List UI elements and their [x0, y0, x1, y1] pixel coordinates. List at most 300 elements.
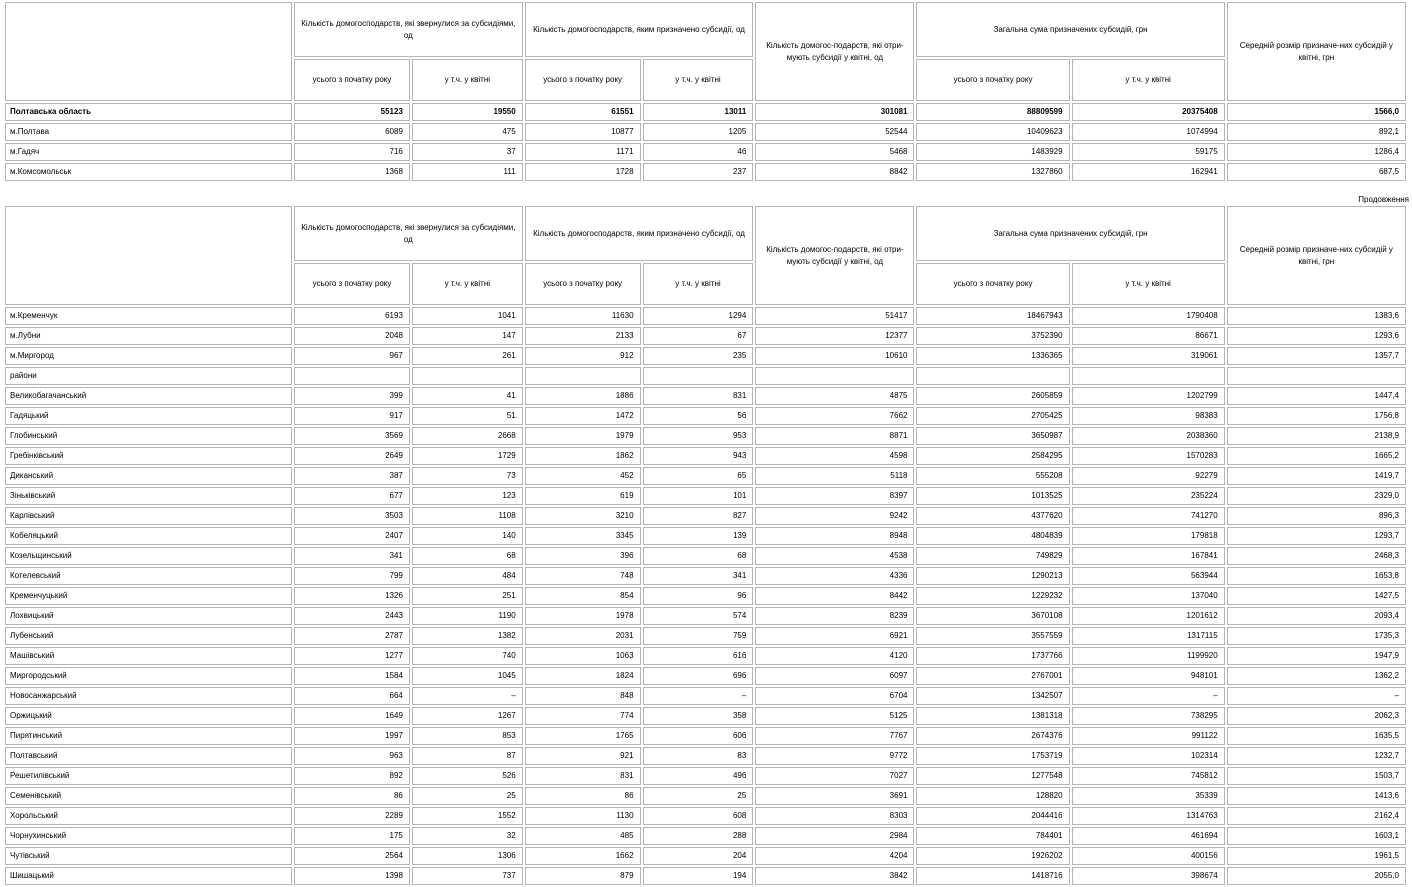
- value-cell: 1418716: [916, 867, 1069, 885]
- row-name-cell: Решетилівський: [5, 767, 292, 785]
- value-cell: 496: [643, 767, 754, 785]
- value-cell: 1362,2: [1227, 667, 1406, 685]
- value-cell: 2668: [412, 427, 523, 445]
- value-cell: 1381318: [916, 707, 1069, 725]
- value-cell: 749829: [916, 547, 1069, 565]
- in-april-header: у т.ч. у квітні: [643, 59, 754, 101]
- value-cell: 288: [643, 827, 754, 845]
- value-cell: 73: [412, 467, 523, 485]
- value-cell: 2055,0: [1227, 867, 1406, 885]
- row-name-cell: м.Лубни: [5, 327, 292, 345]
- value-cell: 745812: [1072, 767, 1225, 785]
- value-cell: 140: [412, 527, 523, 545]
- applied-header: Кількість домогосподарств, які звернулися за субсидіями, од: [294, 206, 523, 261]
- continuation-label: Продовження: [1358, 195, 1409, 204]
- value-cell: 11630: [525, 307, 641, 325]
- value-cell: 574: [643, 607, 754, 625]
- value-cell: [755, 367, 914, 385]
- table-row: [5, 707, 1406, 725]
- value-cell: 37: [412, 143, 523, 161]
- value-cell: 1737766: [916, 647, 1069, 665]
- value-cell: 1202799: [1072, 387, 1225, 405]
- value-cell: 102314: [1072, 747, 1225, 765]
- value-cell: 1729: [412, 447, 523, 465]
- value-cell: 9772: [755, 747, 914, 765]
- value-cell: 51: [412, 407, 523, 425]
- value-cell: 555208: [916, 467, 1069, 485]
- value-cell: 1232,7: [1227, 747, 1406, 765]
- value-cell: 3569: [294, 427, 410, 445]
- table-row: [5, 727, 1406, 745]
- value-cell: 2133: [525, 327, 641, 345]
- value-cell: 1735,3: [1227, 627, 1406, 645]
- value-cell: 10610: [755, 347, 914, 365]
- table-row: [5, 687, 1406, 705]
- value-cell: 1205: [643, 123, 754, 141]
- since-start-header: усього з початку року: [916, 59, 1069, 101]
- value-cell: 485: [525, 827, 641, 845]
- value-cell: 8871: [755, 427, 914, 445]
- value-cell: 1267: [412, 707, 523, 725]
- value-cell: 1997: [294, 727, 410, 745]
- value-cell: 687,5: [1227, 163, 1406, 181]
- subsidies-table-part1: [3, 0, 1408, 183]
- table-row: [5, 747, 1406, 765]
- value-cell: 4336: [755, 567, 914, 585]
- value-cell: 774: [525, 707, 641, 725]
- value-cell: 1862: [525, 447, 641, 465]
- table-row: [5, 467, 1406, 485]
- row-name-cell: Великобагачанський: [5, 387, 292, 405]
- region-header-cell: [5, 206, 292, 305]
- value-cell: 892,1: [1227, 123, 1406, 141]
- value-cell: 20375408: [1072, 103, 1225, 121]
- value-cell: 784401: [916, 827, 1069, 845]
- value-cell: 13011: [643, 103, 754, 121]
- value-cell: 2649: [294, 447, 410, 465]
- value-cell: 32: [412, 827, 523, 845]
- value-cell: [525, 367, 641, 385]
- value-cell: 1566,0: [1227, 103, 1406, 121]
- value-cell: 1063: [525, 647, 641, 665]
- value-cell: 4204: [755, 847, 914, 865]
- value-cell: 52544: [755, 123, 914, 141]
- value-cell: 251: [412, 587, 523, 605]
- value-cell: 41: [412, 387, 523, 405]
- value-cell: 8397: [755, 487, 914, 505]
- value-cell: 5468: [755, 143, 914, 161]
- value-cell: 88809599: [916, 103, 1069, 121]
- value-cell: 18467943: [916, 307, 1069, 325]
- value-cell: –: [1227, 687, 1406, 705]
- row-name-cell: Лубенський: [5, 627, 292, 645]
- value-cell: 1317115: [1072, 627, 1225, 645]
- value-cell: 1171: [525, 143, 641, 161]
- since-start-header: усього з початку року: [294, 59, 410, 101]
- value-cell: 8842: [755, 163, 914, 181]
- value-cell: 526: [412, 767, 523, 785]
- row-name-cell: Шишацький: [5, 867, 292, 885]
- value-cell: 1074994: [1072, 123, 1225, 141]
- value-cell: 5118: [755, 467, 914, 485]
- value-cell: [643, 367, 754, 385]
- value-cell: 35339: [1072, 787, 1225, 805]
- value-cell: 61551: [525, 103, 641, 121]
- value-cell: 741270: [1072, 507, 1225, 525]
- value-cell: 86: [525, 787, 641, 805]
- value-cell: 3557559: [916, 627, 1069, 645]
- value-cell: 1326: [294, 587, 410, 605]
- value-cell: 1824: [525, 667, 641, 685]
- average-size-header: Середній розмір призначе-них субсидій у квітні, грн: [1227, 206, 1406, 305]
- value-cell: 1314763: [1072, 807, 1225, 825]
- row-name-cell: Глобинський: [5, 427, 292, 445]
- value-cell: 396: [525, 547, 641, 565]
- row-name-cell: м.Гадяч: [5, 143, 292, 161]
- row-name-cell: Гребінківський: [5, 447, 292, 465]
- table-row: [5, 143, 1406, 161]
- row-name-cell: Новосанжарський: [5, 687, 292, 705]
- value-cell: 6704: [755, 687, 914, 705]
- value-cell: 6921: [755, 627, 914, 645]
- value-cell: 2468,3: [1227, 547, 1406, 565]
- table-row: [5, 627, 1406, 645]
- value-cell: 563944: [1072, 567, 1225, 585]
- value-cell: 1635,5: [1227, 727, 1406, 745]
- value-cell: 716: [294, 143, 410, 161]
- value-cell: 1108: [412, 507, 523, 525]
- value-cell: 2984: [755, 827, 914, 845]
- row-name-cell: Котелевський: [5, 567, 292, 585]
- value-cell: 1603,1: [1227, 827, 1406, 845]
- value-cell: 2031: [525, 627, 641, 645]
- value-cell: 1293,7: [1227, 527, 1406, 545]
- value-cell: 67: [643, 327, 754, 345]
- value-cell: 1653,8: [1227, 567, 1406, 585]
- value-cell: 4120: [755, 647, 914, 665]
- value-cell: 4538: [755, 547, 914, 565]
- value-cell: [1227, 367, 1406, 385]
- table1-body: [5, 103, 1406, 181]
- table-row: [5, 327, 1406, 345]
- table-row: [5, 647, 1406, 665]
- row-name-cell: райони: [5, 367, 292, 385]
- row-name-cell: Зіньківський: [5, 487, 292, 505]
- value-cell: 1357,7: [1227, 347, 1406, 365]
- value-cell: 10409623: [916, 123, 1069, 141]
- table-row: [5, 447, 1406, 465]
- value-cell: 65: [643, 467, 754, 485]
- table-row: [5, 547, 1406, 565]
- value-cell: 738295: [1072, 707, 1225, 725]
- value-cell: 917: [294, 407, 410, 425]
- value-cell: 912: [525, 347, 641, 365]
- value-cell: 6097: [755, 667, 914, 685]
- value-cell: 237: [643, 163, 754, 181]
- table-row: [5, 807, 1406, 825]
- value-cell: 2767001: [916, 667, 1069, 685]
- value-cell: 175: [294, 827, 410, 845]
- value-cell: 1045: [412, 667, 523, 685]
- row-name-cell: Пирятинський: [5, 727, 292, 745]
- row-name-cell: Кобеляцький: [5, 527, 292, 545]
- value-cell: 963: [294, 747, 410, 765]
- value-cell: 19550: [412, 103, 523, 121]
- value-cell: 831: [643, 387, 754, 405]
- since-start-header: усього з початку року: [916, 263, 1069, 305]
- value-cell: 98383: [1072, 407, 1225, 425]
- value-cell: 301081: [755, 103, 914, 121]
- value-cell: 1229232: [916, 587, 1069, 605]
- value-cell: 608: [643, 807, 754, 825]
- table-row: [5, 527, 1406, 545]
- value-cell: 1503,7: [1227, 767, 1406, 785]
- value-cell: 677: [294, 487, 410, 505]
- table-row: [5, 387, 1406, 405]
- value-cell: 740: [412, 647, 523, 665]
- value-cell: 1570283: [1072, 447, 1225, 465]
- row-name-cell: Оржицький: [5, 707, 292, 725]
- value-cell: 96: [643, 587, 754, 605]
- value-cell: 475: [412, 123, 523, 141]
- value-cell: 1190: [412, 607, 523, 625]
- value-cell: 8303: [755, 807, 914, 825]
- table-row: [5, 507, 1406, 525]
- row-name-cell: Карлівський: [5, 507, 292, 525]
- value-cell: 2787: [294, 627, 410, 645]
- value-cell: 484: [412, 567, 523, 585]
- value-cell: 46: [643, 143, 754, 161]
- value-cell: 759: [643, 627, 754, 645]
- row-name-cell: м.Кременчук: [5, 307, 292, 325]
- value-cell: 1790408: [1072, 307, 1225, 325]
- table-row: [5, 103, 1406, 121]
- value-cell: 3670108: [916, 607, 1069, 625]
- value-cell: 2674376: [916, 727, 1069, 745]
- value-cell: 606: [643, 727, 754, 745]
- table-row: [5, 587, 1406, 605]
- value-cell: 1765: [525, 727, 641, 745]
- row-name-cell: Кременчуцький: [5, 587, 292, 605]
- value-cell: 137040: [1072, 587, 1225, 605]
- table-row: [5, 487, 1406, 505]
- value-cell: 1368: [294, 163, 410, 181]
- row-name-cell: Диканський: [5, 467, 292, 485]
- value-cell: 1649: [294, 707, 410, 725]
- value-cell: 319061: [1072, 347, 1225, 365]
- value-cell: 1290213: [916, 567, 1069, 585]
- value-cell: 664: [294, 687, 410, 705]
- value-cell: 400156: [1072, 847, 1225, 865]
- value-cell: 341: [643, 567, 754, 585]
- value-cell: 1483929: [916, 143, 1069, 161]
- value-cell: 56: [643, 407, 754, 425]
- value-cell: 235224: [1072, 487, 1225, 505]
- value-cell: 2705425: [916, 407, 1069, 425]
- value-cell: 619: [525, 487, 641, 505]
- value-cell: 879: [525, 867, 641, 885]
- table-row: [5, 347, 1406, 365]
- row-name-cell: м.Миргород: [5, 347, 292, 365]
- value-cell: 398674: [1072, 867, 1225, 885]
- value-cell: 3650987: [916, 427, 1069, 445]
- value-cell: 2443: [294, 607, 410, 625]
- row-name-cell: Чорнухинський: [5, 827, 292, 845]
- value-cell: [916, 367, 1069, 385]
- value-cell: 1342507: [916, 687, 1069, 705]
- value-cell: 10877: [525, 123, 641, 141]
- table-row: [5, 367, 1406, 385]
- value-cell: 616: [643, 647, 754, 665]
- value-cell: 139: [643, 527, 754, 545]
- value-cell: 399: [294, 387, 410, 405]
- value-cell: 387: [294, 467, 410, 485]
- value-cell: 2162,4: [1227, 807, 1406, 825]
- value-cell: 831: [525, 767, 641, 785]
- in-april-header: у т.ч. у квітні: [1072, 263, 1225, 305]
- value-cell: 967: [294, 347, 410, 365]
- value-cell: 55123: [294, 103, 410, 121]
- table-row: [5, 567, 1406, 585]
- value-cell: 1383,6: [1227, 307, 1406, 325]
- row-name-cell: Полтавський: [5, 747, 292, 765]
- table-row: [5, 847, 1406, 865]
- value-cell: 1886: [525, 387, 641, 405]
- value-cell: 25: [412, 787, 523, 805]
- since-start-header: усього з початку року: [525, 59, 641, 101]
- value-cell: 1427,5: [1227, 587, 1406, 605]
- value-cell: 2048: [294, 327, 410, 345]
- value-cell: 204: [643, 847, 754, 865]
- table-row: [5, 407, 1406, 425]
- table-row: [5, 123, 1406, 141]
- value-cell: 1979: [525, 427, 641, 445]
- value-cell: 1584: [294, 667, 410, 685]
- value-cell: 235: [643, 347, 754, 365]
- value-cell: 2138,9: [1227, 427, 1406, 445]
- value-cell: 68: [412, 547, 523, 565]
- value-cell: 1961,5: [1227, 847, 1406, 865]
- value-cell: 799: [294, 567, 410, 585]
- value-cell: 7027: [755, 767, 914, 785]
- value-cell: 461694: [1072, 827, 1225, 845]
- value-cell: –: [412, 687, 523, 705]
- assigned-header: Кількість домогосподарств, яким призначено субсидії, од: [525, 2, 754, 57]
- value-cell: 1413,6: [1227, 787, 1406, 805]
- value-cell: 737: [412, 867, 523, 885]
- value-cell: 1327860: [916, 163, 1069, 181]
- value-cell: 1199920: [1072, 647, 1225, 665]
- value-cell: 83: [643, 747, 754, 765]
- value-cell: 943: [643, 447, 754, 465]
- value-cell: 4875: [755, 387, 914, 405]
- value-cell: 3345: [525, 527, 641, 545]
- receiving-header: Кількість домогос-подарств, які отри-мують субсидії у квітні, од: [755, 206, 914, 305]
- value-cell: 2062,3: [1227, 707, 1406, 725]
- value-cell: 1286,4: [1227, 143, 1406, 161]
- table-row: [5, 163, 1406, 181]
- value-cell: 12377: [755, 327, 914, 345]
- value-cell: 1277548: [916, 767, 1069, 785]
- value-cell: 896,3: [1227, 507, 1406, 525]
- table-row: [5, 767, 1406, 785]
- receiving-header: Кількість домогос-подарств, які отри-мують субсидії у квітні, од: [755, 2, 914, 101]
- value-cell: 3210: [525, 507, 641, 525]
- average-size-header: Середній розмір призначе-них субсидій у квітні, грн: [1227, 2, 1406, 101]
- value-cell: 1926202: [916, 847, 1069, 865]
- value-cell: 1293,6: [1227, 327, 1406, 345]
- value-cell: 128820: [916, 787, 1069, 805]
- table-row: [5, 427, 1406, 445]
- value-cell: 1419,7: [1227, 467, 1406, 485]
- since-start-header: усього з початку року: [294, 263, 410, 305]
- value-cell: 1947,9: [1227, 647, 1406, 665]
- value-cell: 2038360: [1072, 427, 1225, 445]
- value-cell: 452: [525, 467, 641, 485]
- value-cell: 1201612: [1072, 607, 1225, 625]
- applied-header: Кількість домогосподарств, які звернулися за субсидіями, од: [294, 2, 523, 57]
- value-cell: 9242: [755, 507, 914, 525]
- value-cell: 1665,2: [1227, 447, 1406, 465]
- in-april-header: у т.ч. у квітні: [412, 59, 523, 101]
- value-cell: 51417: [755, 307, 914, 325]
- assigned-header: Кількість домогосподарств, яким призначено субсидії, од: [525, 206, 754, 261]
- value-cell: 1756,8: [1227, 407, 1406, 425]
- value-cell: 853: [412, 727, 523, 745]
- value-cell: 2093,4: [1227, 607, 1406, 625]
- value-cell: 3752390: [916, 327, 1069, 345]
- row-name-cell: Полтавська область: [5, 103, 292, 121]
- value-cell: 1728: [525, 163, 641, 181]
- value-cell: 1398: [294, 867, 410, 885]
- table-row: [5, 867, 1406, 885]
- row-name-cell: Чутівський: [5, 847, 292, 865]
- value-cell: 341: [294, 547, 410, 565]
- value-cell: 854: [525, 587, 641, 605]
- value-cell: 1013525: [916, 487, 1069, 505]
- value-cell: 2407: [294, 527, 410, 545]
- value-cell: 7767: [755, 727, 914, 745]
- value-cell: 2044416: [916, 807, 1069, 825]
- value-cell: [412, 367, 523, 385]
- value-cell: [294, 367, 410, 385]
- value-cell: 3842: [755, 867, 914, 885]
- value-cell: 6193: [294, 307, 410, 325]
- table-row: [5, 667, 1406, 685]
- value-cell: –: [643, 687, 754, 705]
- value-cell: 892: [294, 767, 410, 785]
- row-name-cell: Машівський: [5, 647, 292, 665]
- value-cell: [1072, 367, 1225, 385]
- table2-body: [5, 307, 1406, 885]
- value-cell: 848: [525, 687, 641, 705]
- value-cell: 1041: [412, 307, 523, 325]
- value-cell: 5125: [755, 707, 914, 725]
- row-name-cell: Козельщинський: [5, 547, 292, 565]
- since-start-header: усього з початку року: [525, 263, 641, 305]
- row-name-cell: Лохвицький: [5, 607, 292, 625]
- value-cell: 696: [643, 667, 754, 685]
- total-sum-header: Загальна сума призначених субсидій, грн: [916, 2, 1224, 57]
- value-cell: 147: [412, 327, 523, 345]
- value-cell: 86: [294, 787, 410, 805]
- value-cell: 1382: [412, 627, 523, 645]
- value-cell: 87: [412, 747, 523, 765]
- value-cell: 86671: [1072, 327, 1225, 345]
- total-sum-header: Загальна сума призначених субсидій, грн: [916, 206, 1224, 261]
- row-name-cell: Семенівський: [5, 787, 292, 805]
- value-cell: 4804839: [916, 527, 1069, 545]
